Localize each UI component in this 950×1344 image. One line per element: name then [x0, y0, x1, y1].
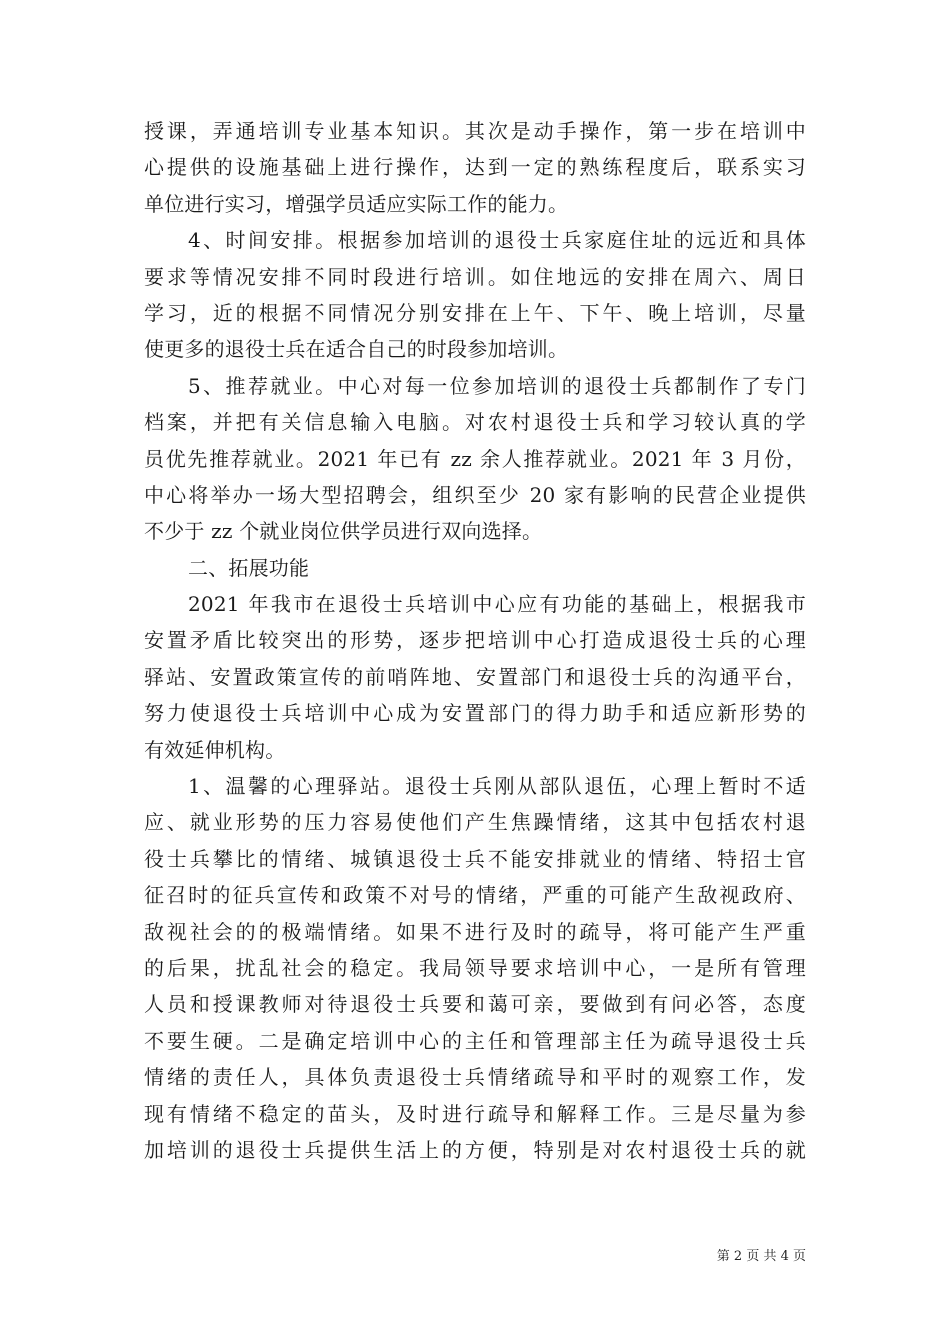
text-line: 二、拓展功能: [188, 555, 310, 580]
page-number: 第 2 页 共 4 页: [716, 1249, 806, 1264]
text-line: 中心将举办一场大型招聘会，组织至少 20 家有影响的民营企业提供: [144, 482, 806, 507]
text-line: 人员和授课教师对待退役士兵要和蔼可亲，要做到有问必答，态度: [144, 992, 806, 1017]
text-line: 要求等情况安排不同时段进行培训。如住地远的安排在周六、周日: [144, 264, 806, 289]
text-line: 情绪的责任人，具体负责退役士兵情绪疏导和平时的观察工作，发: [144, 1065, 806, 1090]
text-line: 心提供的设施基础上进行操作，达到一定的熟练程度后，联系实习: [144, 155, 806, 180]
text-line: 役士兵攀比的情绪、城镇退役士兵不能安排就业的情绪、特招士官: [144, 846, 806, 871]
text-line: 现有情绪不稳定的苗头，及时进行疏导和解释工作。三是尽量为参: [144, 1101, 806, 1126]
document-body: [144, 113, 806, 1168]
text-line: 档案，并把有关信息输入电脑。对农村退役士兵和学习较认真的学: [144, 410, 806, 435]
text-line: 安置矛盾比较突出的形势，逐步把培训中心打造成退役士兵的心理: [144, 628, 806, 653]
text-line: 授课，弄通培训专业基本知识。其次是动手操作，第一步在培训中: [144, 119, 806, 143]
text-line: 单位进行实习，增强学员适应实际工作的能力。: [144, 191, 569, 216]
text-line: 驿站、安置政策宣传的前哨阵地、安置部门和退役士兵的沟通平台，: [144, 664, 806, 689]
text-line: 努力使退役士兵培训中心成为安置部门的得力助手和适应新形势的: [144, 701, 806, 726]
text-line: 征召时的征兵宣传和政策不对号的情绪，严重的可能产生敌视政府、: [144, 883, 806, 908]
text-line: 4、时间安排。根据参加培训的退役士兵家庭住址的远近和具体: [188, 228, 806, 253]
text-line: 有效延伸机构。: [144, 737, 286, 762]
text-line: 不少于 zz 个就业岗位供学员进行双向选择。: [144, 519, 543, 544]
text-line: 员优先推荐就业。2021 年已有 zz 余人推荐就业。2021 年 3 月份，: [144, 446, 806, 471]
text-line: 的后果，扰乱社会的稳定。我局领导要求培训中心，一是所有管理: [144, 955, 806, 980]
text-line: 5、推荐就业。中心对每一位参加培训的退役士兵都制作了专门: [188, 373, 806, 398]
text-line: 1、温馨的心理驿站。退役士兵刚从部队退伍，心理上暂时不适: [188, 774, 806, 799]
text-line: 敌视社会的的极端情绪。如果不进行及时的疏导，将可能产生严重: [144, 919, 806, 944]
text-line: 应、就业形势的压力容易使他们产生焦躁情绪，这其中包括农村退: [144, 810, 806, 835]
text-line: 加培训的退役士兵提供生活上的方便，特别是对农村退役士兵的就: [144, 1137, 806, 1162]
text-line: 2021 年我市在退役士兵培训中心应有功能的基础上，根据我市: [188, 592, 806, 617]
text-line: 学习，近的根据不同情况分别安排在上午、下午、晚上培训，尽量: [144, 300, 806, 325]
text-line: 不要生硬。二是确定培训中心的主任和管理部主任为疏导退役士兵: [144, 1028, 806, 1053]
text-line: 使更多的退役士兵在适合自己的时段参加培训。: [144, 337, 569, 362]
